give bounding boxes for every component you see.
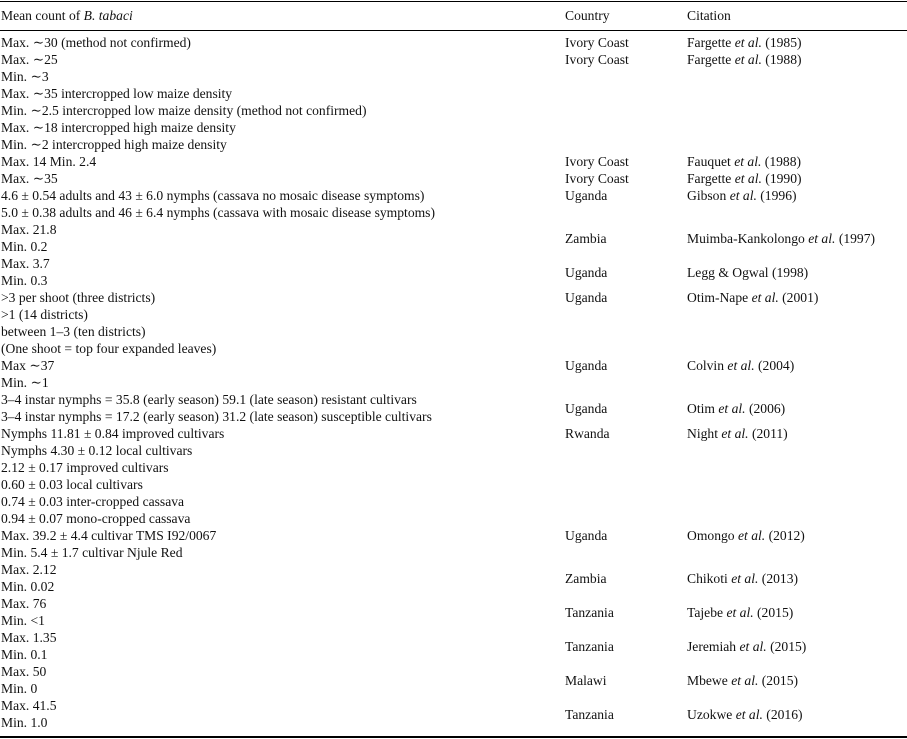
mean-count-line: Max. ∼35 intercropped low maize density (1, 86, 233, 101)
citation-author: Night (687, 426, 718, 441)
table-row (0, 425, 907, 527)
cell-citation (687, 187, 797, 204)
mean-count-line: 5.0 ± 0.38 adults and 46 ± 6.4 nymphs (cassava with mosaic disease symptoms) (1, 205, 436, 220)
citation-et-al: et al. (808, 231, 836, 246)
citation-author: Otim (687, 401, 715, 416)
cell-country: Zambia (565, 571, 607, 586)
mean-count-line: >1 (14 districts) (1, 307, 88, 322)
mean-count-line: Max ∼37 (1, 358, 55, 373)
table-row (0, 391, 907, 425)
mean-count-line: Max. 1.35 (1, 630, 57, 645)
header-mean-count-text: Mean count of (1, 8, 84, 23)
mean-count-line: Max. ∼35 (1, 171, 58, 186)
cell-country: Zambia (565, 231, 607, 246)
mean-count-line: Min. ∼2.5 intercropped low maize density (method not confirmed) (1, 103, 367, 118)
table-row (0, 170, 907, 187)
cell-country: Uganda (565, 401, 608, 416)
table-row (0, 289, 907, 357)
citation-et-al: et al. (729, 188, 757, 203)
cell-citation (687, 425, 788, 442)
cell-mean-count (1, 629, 57, 663)
citation-year: (2015) (761, 673, 799, 688)
mean-count-line: Min. 5.4 ± 1.7 cultivar Njule Red (1, 545, 183, 560)
table-row (0, 51, 907, 153)
citation-year: (1996) (760, 188, 797, 203)
citation-author: Omongo (687, 528, 735, 543)
citation-author: Jeremiah (687, 639, 737, 654)
table-row (0, 153, 907, 170)
cell-citation (687, 638, 806, 655)
table-row (0, 187, 907, 221)
cell-country: Tanzania (565, 639, 614, 654)
mean-count-line: 4.6 ± 0.54 adults and 43 ± 6.0 nymphs (cassava no mosaic disease symptoms) (1, 188, 425, 203)
citation-et-al: et al. (734, 52, 762, 67)
mean-count-line: (One shoot = top four expanded leaves) (1, 341, 217, 356)
mean-count-line: Min. ∼1 (1, 375, 49, 390)
cell-mean-count (1, 34, 191, 51)
citation-et-al: et al. (751, 290, 779, 305)
cell-country: Uganda (565, 265, 608, 280)
cell-mean-count (1, 221, 57, 255)
mean-count-line: Max. 39.2 ± 4.4 cultivar TMS I92/0067 (1, 528, 217, 543)
cell-mean-count (1, 561, 57, 595)
cell-country: Ivory Coast (565, 154, 629, 169)
cell-citation (687, 527, 805, 544)
cell-citation (687, 672, 798, 689)
cell-country: Tanzania (565, 707, 614, 722)
citation-year: (2016) (766, 707, 803, 722)
cell-citation (687, 153, 801, 170)
mean-count-line: Max. 41.5 (1, 698, 57, 713)
citation-year: (2001) (782, 290, 819, 305)
mean-count-line: 0.74 ± 0.03 inter-cropped cassava (1, 494, 185, 509)
mean-count-line: Min. ∼3 (1, 69, 49, 84)
mean-count-line: Max. ∼30 (method not confirmed) (1, 35, 191, 50)
citation-year: (2013) (761, 571, 799, 586)
cell-mean-count (1, 357, 54, 391)
cell-country: Uganda (565, 290, 608, 305)
table-row (0, 357, 907, 391)
citation-author: Fargette (687, 35, 732, 50)
cell-citation (687, 604, 793, 621)
cell-citation (687, 230, 875, 247)
citation-author: Tajebe (687, 605, 724, 620)
mean-count-line: 0.60 ± 0.03 local cultivars (1, 477, 143, 492)
citation-et-al: et al. (734, 35, 762, 50)
citation-et-al: et al. (735, 707, 763, 722)
mean-count-line: 3–4 instar nymphs = 35.8 (early season) 59.1 (late season) resistant cultivars (1, 392, 417, 407)
citation-author: Gibson (687, 188, 727, 203)
citation-et-al: et al. (739, 639, 767, 654)
citation-et-al: et al. (731, 673, 759, 688)
mean-count-line: Nymphs 4.30 ± 0.12 local cultivars (1, 443, 193, 458)
mean-count-line: Min. <1 (1, 613, 45, 628)
table-row (0, 34, 907, 51)
table-body (0, 34, 907, 731)
cell-country: Uganda (565, 528, 608, 543)
mean-count-line: 0.94 ± 0.07 mono-cropped cassava (1, 511, 191, 526)
table-row (0, 629, 907, 663)
citation-author: Uzokwe (687, 707, 733, 722)
mean-count-line: Nymphs 11.81 ± 0.84 improved cultivars (1, 426, 225, 441)
mean-count-line: Max. ∼18 intercropped high maize density (1, 120, 236, 135)
table-row (0, 595, 907, 629)
citation-year: (2015) (757, 605, 794, 620)
cell-country: Malawi (565, 673, 607, 688)
mean-count-line: Min. ∼2 intercropped high maize density (1, 137, 227, 152)
citation-year: (1985) (765, 35, 802, 50)
citation-et-al: et al. (734, 171, 762, 186)
cell-citation (687, 400, 785, 417)
citation-year: (2006) (748, 401, 786, 416)
cell-mean-count (1, 187, 435, 221)
cell-mean-count (1, 697, 57, 731)
cell-citation (687, 264, 808, 281)
mean-count-line: Min. 1.0 (1, 715, 48, 730)
table-row (0, 527, 907, 561)
mean-count-line: >3 per shoot (three districts) (1, 290, 156, 305)
cell-mean-count (1, 289, 216, 357)
citation-year: (2011) (751, 426, 788, 441)
header-citation: Citation (687, 8, 731, 23)
cell-country: Uganda (565, 358, 608, 373)
citation-author: Muimba-Kankolongo (687, 231, 805, 246)
citation-et-al: et al. (734, 154, 762, 169)
citation-author: Otim-Nape (687, 290, 749, 305)
cell-country: Ivory Coast (565, 52, 629, 67)
citation-et-al: et al. (727, 358, 755, 373)
mean-count-line: Min. 0 (1, 681, 38, 696)
citation-author: Colvin (687, 358, 725, 373)
citation-year: (2012) (768, 528, 805, 543)
mean-count-line: 2.12 ± 0.17 improved cultivars (1, 460, 169, 475)
cell-citation (687, 51, 802, 68)
table-row (0, 561, 907, 595)
table-row (0, 255, 907, 289)
cell-mean-count (1, 391, 432, 425)
citation-year: (2004) (758, 358, 795, 373)
citation-et-al: et al. (731, 571, 759, 586)
cell-country: Ivory Coast (565, 35, 629, 50)
mean-count-line: Max. 21.8 (1, 222, 57, 237)
citation-et-al: et al. (726, 605, 754, 620)
cell-citation (687, 570, 798, 587)
citation-et-al: et al. (737, 528, 766, 543)
citation-author: Chikoti (687, 571, 728, 586)
cell-mean-count (1, 663, 46, 697)
cell-country: Rwanda (565, 426, 610, 441)
cell-citation (687, 357, 794, 374)
cell-mean-count (1, 51, 367, 153)
citation-author: Fargette (687, 171, 732, 186)
table-row (0, 697, 907, 731)
cell-mean-count (1, 425, 224, 527)
cell-mean-count (1, 527, 216, 561)
table-row (0, 663, 907, 697)
mean-count-line: Max. 2.12 (1, 562, 57, 577)
citation-year: (1998) (771, 265, 809, 280)
bottom-rule (0, 736, 907, 738)
header-species: B. tabaci (83, 8, 133, 23)
cell-country: Tanzania (565, 605, 614, 620)
mean-count-line: Max. ∼25 (1, 52, 58, 67)
top-rule (0, 1, 907, 2)
cell-citation (687, 34, 802, 51)
cell-mean-count (1, 255, 50, 289)
citation-author: Fargette (687, 52, 732, 67)
mean-count-line: Min. 0.3 (1, 273, 48, 288)
cell-mean-count (1, 595, 46, 629)
cell-country: Ivory Coast (565, 171, 629, 186)
cell-mean-count (1, 153, 96, 170)
mean-count-line: Min. 0.1 (1, 647, 48, 662)
mean-count-line: Max. 3.7 (1, 256, 50, 271)
header-mean-count (1, 7, 133, 24)
cell-mean-count (1, 170, 58, 187)
mean-count-line: Max. 50 (1, 664, 47, 679)
citation-year: (1988) (764, 154, 802, 169)
cell-country: Uganda (565, 188, 608, 203)
mean-count-line: 3–4 instar nymphs = 17.2 (early season) 31.2 (late season) susceptible cultivars (1, 409, 432, 424)
citation-year: (1988) (765, 52, 802, 67)
citation-year: (1990) (765, 171, 802, 186)
mean-count-line: Max. 76 (1, 596, 47, 611)
citation-author: Legg & Ogwal (687, 265, 769, 280)
cell-citation (687, 289, 818, 306)
mean-count-line: Max. 14 Min. 2.4 (1, 154, 97, 169)
mean-count-line: Min. 0.2 (1, 239, 48, 254)
table-row (0, 221, 907, 255)
citation-et-al: et al. (718, 401, 746, 416)
citation-author: Mbewe (687, 673, 728, 688)
mean-count-line: Min. 0.02 (1, 579, 55, 594)
cell-citation (687, 170, 802, 187)
citation-year: (2015) (770, 639, 807, 654)
mean-count-line: between 1–3 (ten districts) (1, 324, 146, 339)
header-country: Country (565, 8, 610, 23)
header-rule (0, 30, 907, 31)
citation-year: (1997) (838, 231, 876, 246)
citation-et-al: et al. (721, 426, 749, 441)
citation-author: Fauquet (687, 154, 731, 169)
cell-citation (687, 706, 803, 723)
